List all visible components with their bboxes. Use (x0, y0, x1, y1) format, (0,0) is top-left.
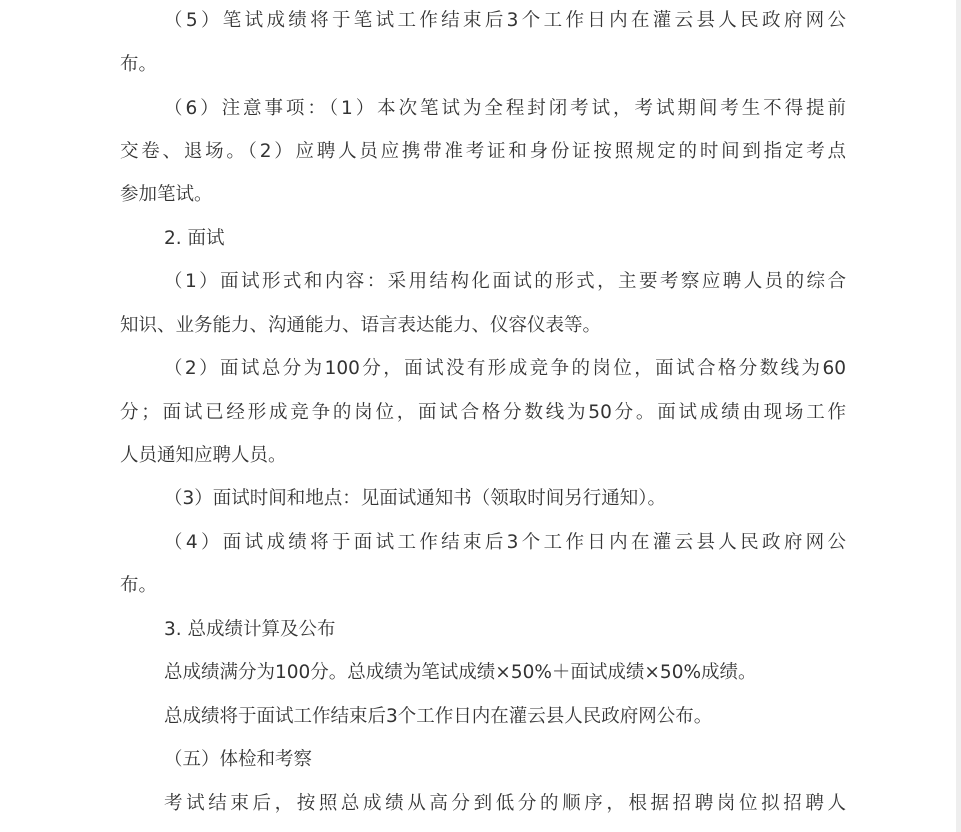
paragraph-line: 交卷、退场。（2）应聘人员应携带准考证和身份证按照规定的时间到指定考点 (120, 141, 846, 162)
paragraph-line: （4）面试成绩将于面试工作结束后3个工作日内在灌云县人民政府网公 (164, 532, 846, 553)
paragraph-line: 总成绩满分为100分。总成绩为笔试成绩×50%＋面试成绩×50%成绩。 (164, 662, 757, 683)
paragraph-line: 考试结束后，按照总成绩从高分到低分的顺序，根据招聘岗位拟招聘人 (164, 793, 846, 814)
paragraph-line: （1）面试形式和内容：采用结构化面试的形式，主要考察应聘人员的综合 (164, 271, 846, 292)
paragraph-line: 参加笔试。 (120, 184, 213, 205)
paragraph-line: 知识、业务能力、沟通能力、语言表达能力、仪容仪表等。 (120, 315, 602, 336)
paragraph-line: （5）笔试成绩将于笔试工作结束后3个工作日内在灌云县人民政府网公 (164, 10, 846, 31)
scrollbar[interactable] (956, 0, 961, 832)
paragraph-line: 布。 (120, 54, 158, 75)
paragraph-line: 人员通知应聘人员。 (120, 445, 287, 466)
paragraph-line: 布。 (120, 575, 158, 596)
paragraph-line: 总成绩将于面试工作结束后3个工作日内在灌云县人民政府网公布。 (164, 706, 713, 727)
section-heading: （五）体检和考察 (164, 749, 313, 770)
section-heading: 3. 总成绩计算及公布 (164, 619, 336, 640)
section-heading: 2. 面试 (164, 228, 225, 249)
paragraph-line: （3）面试时间和地点：见面试通知书（领取时间另行通知）。 (164, 488, 667, 509)
paragraph-line: 分；面试已经形成竞争的岗位，面试合格分数线为50分。面试成绩由现场工作 (120, 402, 846, 423)
paragraph-line: （2）面试总分为100分，面试没有形成竞争的岗位，面试合格分数线为60 (164, 358, 846, 379)
paragraph-line: （6）注意事项：（1）本次笔试为全程封闭考试，考试期间考生不得提前 (164, 98, 846, 119)
